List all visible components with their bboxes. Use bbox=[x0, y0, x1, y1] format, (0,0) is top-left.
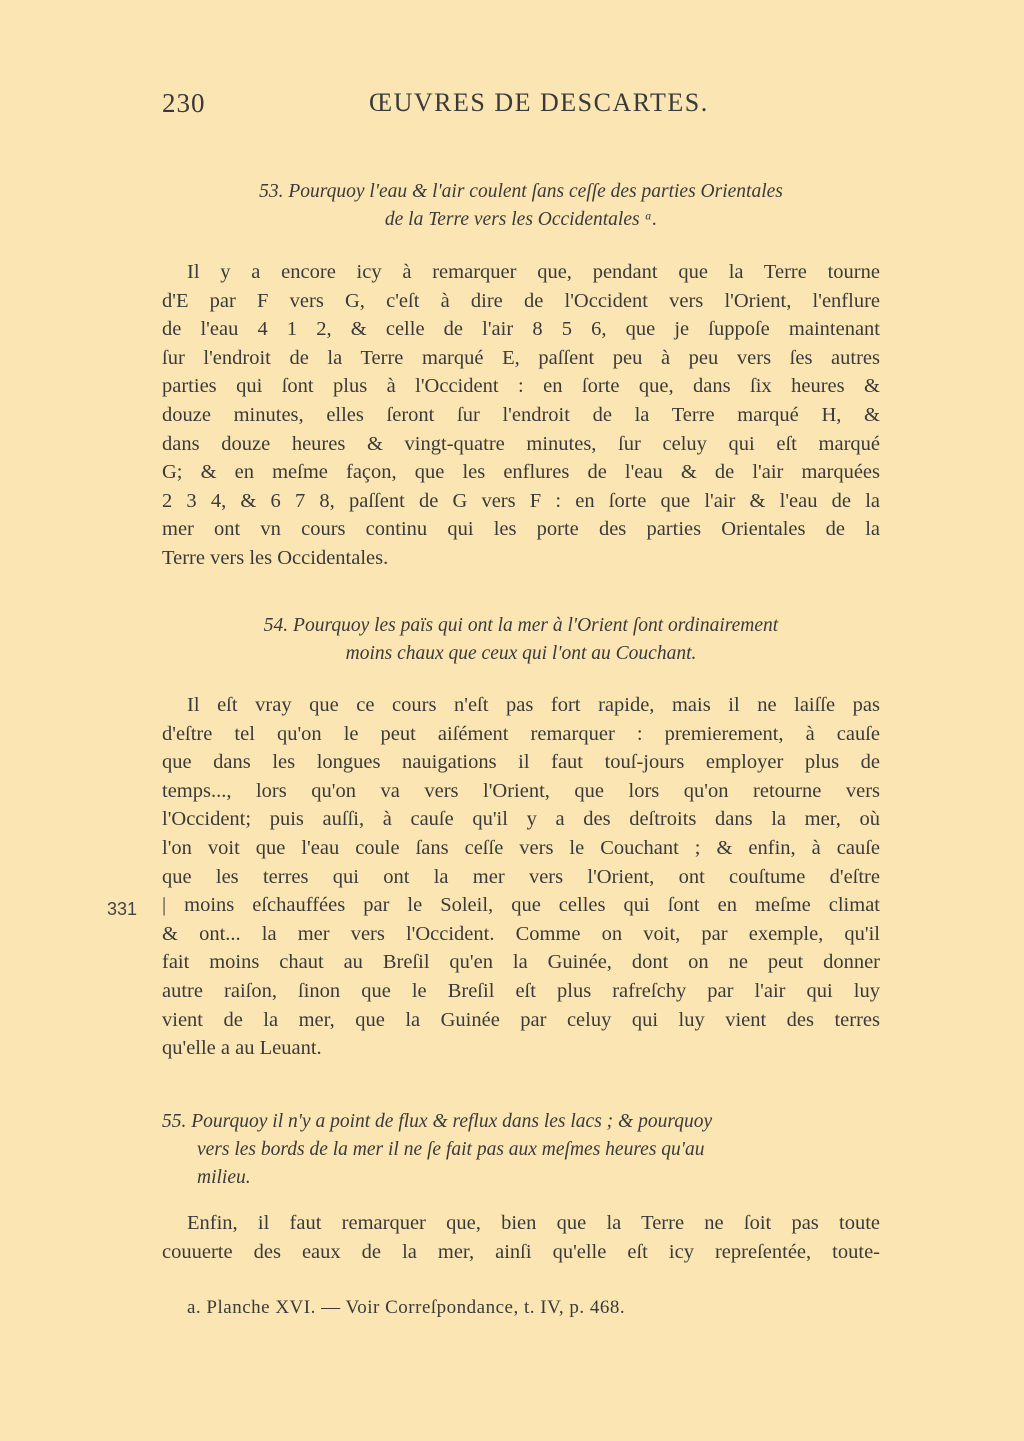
section-53-heading-line-2: de la Terre vers les Occidentales ᵃ. bbox=[384, 209, 658, 230]
text-line: autre raiſon, ſinon que le Breſil eſt plus rafreſchy par l'air qui luy bbox=[162, 979, 880, 1002]
section-55-paragraph bbox=[162, 1209, 880, 1266]
text-line: Enfin, il faut remarquer que, bien que la Terre ne ſoit pas toute bbox=[187, 1212, 880, 1234]
section-53-heading bbox=[162, 178, 880, 234]
page-header bbox=[162, 88, 880, 128]
text-line: d'eſtre tel qu'on le peut aiſément remarquer : premierement, à cauſe bbox=[162, 722, 880, 745]
text-line: vient de la mer, que la Guinée par celuy qui luy vient des terres bbox=[162, 1008, 880, 1031]
text-line: temps..., lors qu'on va vers l'Orient, que lors qu'on retourne vers bbox=[162, 779, 880, 802]
text-line: & ont... la mer vers l'Occident. Comme on voit, par exemple, qu'il bbox=[162, 922, 880, 945]
text-line: dans douze heures & vingt-quatre minutes, ſur celuy qui eſt marqué bbox=[162, 432, 880, 455]
running-title: ŒUVRES DE DESCARTES. bbox=[369, 88, 709, 117]
text-line: Il eſt vray que ce cours n'eſt pas fort rapide, mais il ne laiſſe pas bbox=[187, 694, 880, 716]
text-line: Terre vers les Occidentales. bbox=[162, 546, 389, 569]
text-line: que les terres qui ont la mer vers l'Orient, ont couſtume d'eſtre bbox=[162, 865, 880, 888]
footnote: a. Planche XVI. — Voir Correſpondance, t. IV, p. 468. bbox=[187, 1297, 626, 1318]
text-line: mer ont vn cours continu qui les porte des parties Orientales de la bbox=[162, 518, 880, 541]
section-54-paragraph bbox=[162, 691, 880, 1063]
text-line: de l'eau 4 1 2, & celle de l'air 8 5 6, que je ſuppoſe maintenant bbox=[162, 318, 880, 341]
text-line: l'on voit que l'eau coule ſans ceſſe vers le Couchant ; & enfin, à cauſe bbox=[162, 836, 880, 859]
text-line: G; & en meſme façon, que les enflures de l'eau & de l'air marquées bbox=[162, 461, 880, 484]
section-55-heading-line-2: vers les bords de la mer il ne ſe fait pas aux meſmes heures qu'au bbox=[197, 1139, 705, 1160]
text-line: que dans les longues nauigations il faut touſ-jours employer plus de bbox=[162, 751, 880, 774]
page-number: 230 bbox=[162, 88, 206, 118]
text-line: 2 3 4, & 6 7 8, paſſent de G vers F : en ſorte que l'air & l'eau de la bbox=[162, 489, 880, 512]
text-line: d'E par F vers G, c'eſt à dire de l'Occident vers l'Orient, l'enflure bbox=[162, 289, 880, 312]
section-53-paragraph bbox=[162, 258, 880, 573]
text-line: Il y a encore icy à remarquer que, pendant que la Terre tourne bbox=[187, 261, 880, 283]
section-54-heading-line-2: moins chaux que ceux qui l'ont au Couchant. bbox=[345, 643, 697, 664]
section-53-heading-line-1: 53. Pourquoy l'eau & l'air coulent ſans ceſſe des parties Orientales bbox=[259, 181, 783, 202]
section-55-heading-line-3: milieu. bbox=[197, 1167, 251, 1188]
text-line: fait moins chaut au Breſil qu'en la Guinée, dont on ne peut donner bbox=[162, 951, 880, 974]
text-line: parties qui ſont plus à l'Occident : en ſorte que, dans ſix heures & bbox=[162, 375, 880, 398]
text-line: douze minutes, elles ſeront ſur l'endroit de la Terre marqué H, & bbox=[162, 403, 880, 426]
text-line: ſur l'endroit de la Terre marqué E, paſſent peu à peu vers ſes autres bbox=[162, 346, 880, 369]
margin-page-number: 331 bbox=[107, 899, 138, 919]
section-55-heading-line-1: 55. Pourquoy il n'y a point de flux & reflux dans les lacs ; & pourquoy bbox=[162, 1111, 713, 1132]
section-55-heading bbox=[162, 1108, 880, 1192]
text-line: qu'elle a au Leuant. bbox=[162, 1037, 322, 1060]
section-54-heading-line-1: 54. Pourquoy les païs qui ont la mer à l'Orient ſont ordinairement bbox=[263, 615, 779, 636]
text-line: l'Occident; puis auſſi, à cauſe qu'il y a des deſtroits dans la mer, où bbox=[162, 808, 880, 831]
text-line: couuerte des eaux de la mer, ainſi qu'elle eſt icy repreſentée, toute- bbox=[162, 1240, 880, 1263]
section-54-heading bbox=[162, 612, 880, 668]
text-line: | moins eſchauffées par le Soleil, que celles qui ſont en meſme climat bbox=[162, 894, 880, 917]
